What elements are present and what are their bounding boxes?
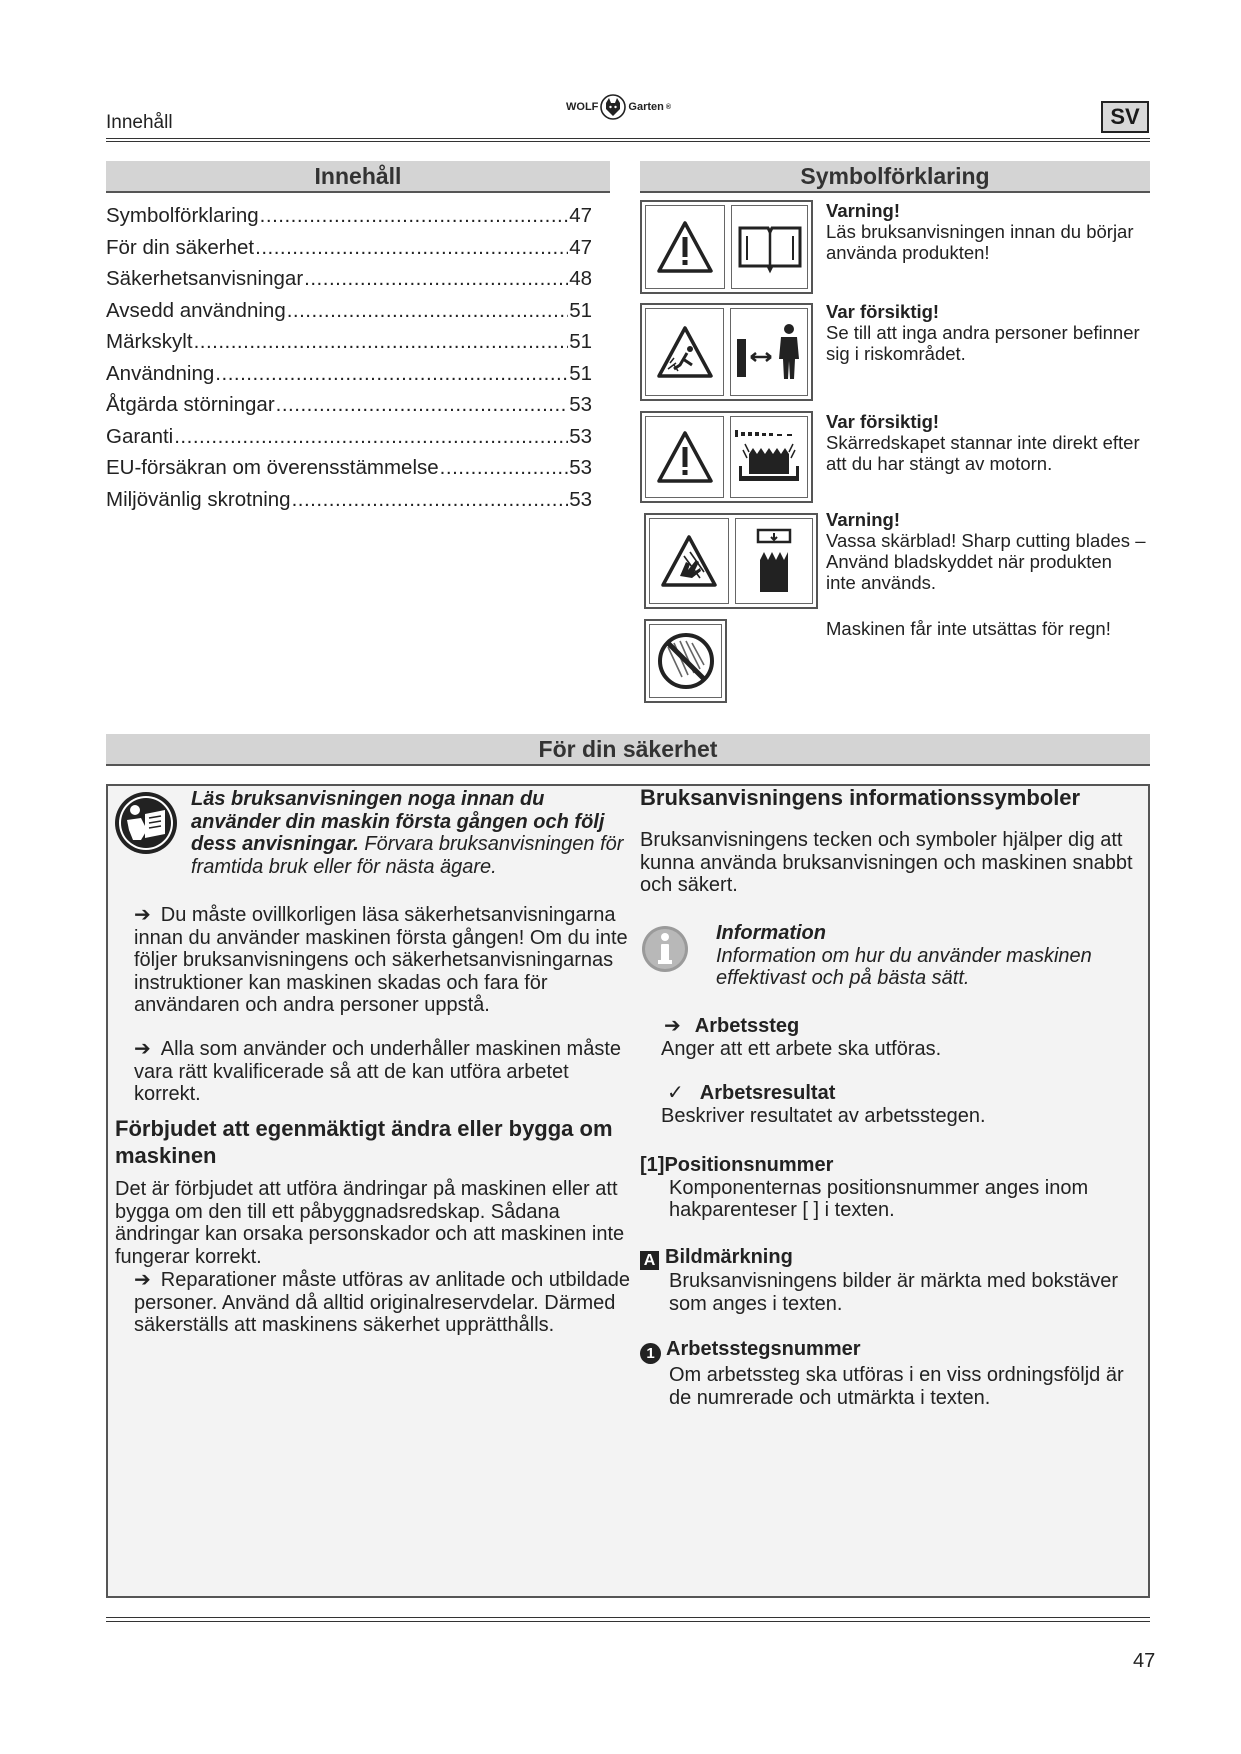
symbol-2-text: Se till att inga andra personer befinner sig i riskområdet. — [826, 322, 1140, 364]
symbol-4-heading: Varning! — [826, 509, 901, 530]
safety-intro-bold: Läs bruksanvisningen noga innan du använder din maskin första gången och följ dess anvisningar. — [191, 788, 605, 855]
toc-entry[interactable]: Symbolförklaring ..... 47 — [106, 200, 592, 232]
checkmark-icon: ✓ — [667, 1082, 684, 1104]
toc-entry[interactable]: För din säkerhet ..... 47 — [106, 232, 592, 264]
toc-entry[interactable]: EU-försäkran om överensstämmelse ..... 53 — [106, 452, 592, 484]
arrow-icon: ➔ — [664, 1015, 681, 1037]
header-rule-2 — [106, 141, 1150, 142]
header-section-title: Innehåll — [106, 112, 173, 133]
symbol-read-manual — [640, 200, 813, 294]
toc-entry[interactable]: Garanti ..... 53 — [106, 421, 592, 453]
flying-debris-warning-icon — [645, 308, 724, 396]
information-heading: Information — [716, 922, 826, 944]
symbol-no-rain — [644, 619, 727, 703]
information-text: Information om hur du använder maskinen effektivast och på bästa sätt. — [716, 944, 1092, 989]
person-distance-icon — [730, 308, 808, 396]
toc-entry[interactable]: Säkerhetsanvisningar ..... 48 — [106, 263, 592, 295]
result-text: Beskriver resultatet av arbetsstegen. — [661, 1104, 986, 1127]
page-number: 47 — [1133, 1650, 1156, 1672]
header-rule — [106, 138, 1150, 139]
forbidden-heading: Förbjudet att egenmäktigt ändra eller bygga om maskinen — [115, 1116, 613, 1168]
forbidden-text: Det är förbjudet att utföra ändringar på maskinen eller att bygga om den till ett påbyggnadsredskap. Sådana ändringar kan orsaka personskador och att maskinen inte fungerar korrekt. — [115, 1178, 625, 1268]
figure-text: Bruksanvisningens bilder är märkta med bokstäver som anges i texten. — [669, 1270, 1119, 1315]
symbol-keep-distance — [640, 303, 813, 401]
stepnum-heading: Arbetsstegsnummer — [666, 1338, 861, 1360]
arrow-icon: ➔ — [134, 904, 151, 926]
arrow-icon: ➔ — [134, 1269, 151, 1291]
cut-hand-warning-icon — [649, 518, 729, 604]
safety-bullet-2: Alla som använder och underhåller maskinen måste vara rätt kvalificerade så att de kan utföra arbetet korrekt. — [134, 1038, 622, 1105]
symbol-3-text: Skärredskapet stannar inte direkt efter att du har stängt av motorn. — [826, 432, 1140, 474]
language-badge: SV — [1101, 101, 1149, 133]
brand-logo: WOLF Garten ® — [566, 94, 671, 120]
toc-entry[interactable]: Avsedd användning ..... 51 — [106, 295, 592, 327]
arrow-icon: ➔ — [134, 1038, 151, 1060]
wolf-head-icon — [600, 94, 626, 120]
symbol-4-text: Vassa skärblad! Sharp cutting blades – Använd bladskyddet när produkten inte används. — [826, 530, 1146, 593]
symbol-blade-runout — [640, 411, 813, 503]
safety-bullet-1: Du måste ovillkorligen läsa säkerhetsanvisningarna innan du använder maskinen första gången! Om du inte följer bruksanvisningens och säkerhetsanvisningarnas instruktioner kan maskinen skadas och fara för användaren och andra personer uppstå. — [134, 904, 628, 1016]
result-heading: Arbetsresultat — [699, 1082, 836, 1104]
toc-entry[interactable]: Användning ..... 51 — [106, 358, 592, 390]
safety-heading: För din säkerhet — [106, 734, 1150, 766]
safety-bullet-3: Reparationer måste utföras av anlitade och utbildade personer. Använd då alltid originalreservdelar. Därmed säkerställs att maskinens säkerhet upprätthålls. — [134, 1269, 630, 1336]
step-number-badge-icon: 1 — [640, 1343, 661, 1364]
symbol-5-text: Maskinen får inte utsättas för regn! — [826, 618, 1111, 639]
symbol-3-heading: Var försiktig! — [826, 411, 940, 432]
symbol-2-heading: Var försiktig! — [826, 301, 940, 322]
footer-rule — [106, 1617, 1150, 1618]
footer-rule-2 — [106, 1621, 1150, 1622]
position-heading: [1]Positionsnummer — [640, 1154, 834, 1176]
no-rain-icon — [649, 624, 722, 698]
symbols-heading: Symbolförklaring — [640, 161, 1150, 193]
toc-entry[interactable]: Miljövänlig skrotning ..... 53 — [106, 484, 592, 516]
brand-garten-text: Garten — [628, 101, 664, 113]
blade-stopping-icon — [730, 416, 808, 498]
figure-letter-badge-icon: A — [640, 1251, 659, 1270]
read-manual-icon — [113, 790, 179, 861]
step-heading: Arbetssteg — [694, 1015, 800, 1037]
toc-heading: Innehåll — [106, 161, 610, 193]
table-of-contents — [106, 200, 592, 515]
warning-triangle-icon — [645, 416, 724, 498]
info-symbols-heading: Bruksanvisningens informationssymboler — [640, 785, 1081, 810]
symbol-1-text: Läs bruksanvisningen innan du börjar använda produkten! — [826, 221, 1134, 263]
symbol-sharp-blades — [644, 513, 818, 609]
toc-entry[interactable]: Åtgärda störningar ..... 53 — [106, 389, 592, 421]
open-book-icon — [731, 205, 808, 289]
safety-intro-text: Förvara bruksanvisningen för framtida bruk eller för nästa ägare. — [191, 833, 624, 878]
stepnum-text: Om arbetssteg ska utföras i en viss ordningsföljd är de numrerade och utmärkta i texten. — [669, 1364, 1124, 1409]
step-text: Anger att ett arbete ska utföras. — [661, 1037, 942, 1060]
information-icon — [640, 924, 690, 979]
toc-entry[interactable]: Märkskylt ..... 51 — [106, 326, 592, 358]
figure-heading: Bildmärkning — [665, 1246, 793, 1268]
position-text: Komponenternas positionsnummer anges inom hakparenteser [ ] i texten. — [669, 1176, 1089, 1221]
info-symbols-text: Bruksanvisningens tecken och symboler hjälper dig att kunna använda bruksanvisningen och maskinen snabbt och säkert. — [640, 829, 1133, 896]
brand-wolf-text: WOLF — [566, 101, 599, 113]
symbol-1-heading: Varning! — [826, 200, 901, 221]
blade-guard-icon — [735, 518, 813, 604]
warning-triangle-icon — [645, 205, 725, 289]
